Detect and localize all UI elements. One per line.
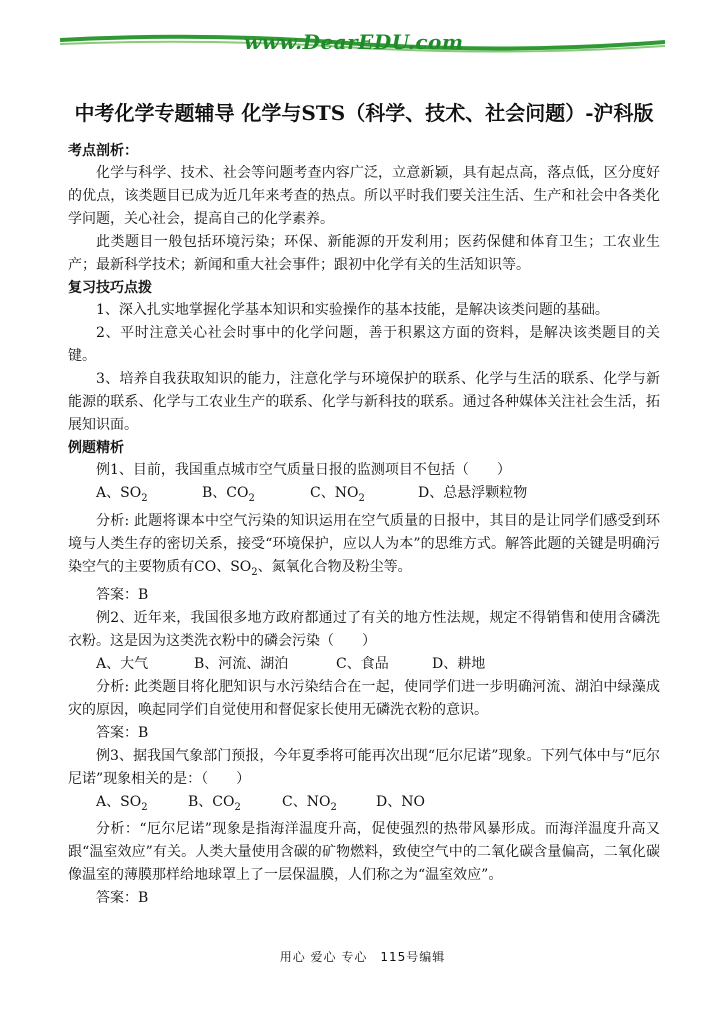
paragraph: 1、深入扎实地掌握化学基本知识和实验操作的基本技能，是解决该类问题的基础。 <box>96 302 609 318</box>
option-b: B、$CO_2$ <box>188 793 241 813</box>
example-1-options <box>68 482 660 510</box>
example-2-options <box>68 653 660 676</box>
section-heading-tips: 复习技巧点拨 <box>68 280 152 296</box>
document-body <box>68 92 660 910</box>
option-c: C、食品 <box>336 655 389 672</box>
page-footer: 用心 爱心 专心 115号编辑 <box>279 950 446 964</box>
example-2-question: 例2、近年来，我国很多地方政府都通过了有关的地方性法规，规定不得销售和使用含磷洗衣粉。这是因为这类洗衣粉中的磷会污染（ ） <box>68 609 660 649</box>
example-2-analysis: 分析: 此类题目将化肥知识与水污染结合在一起，使同学们进一步明确河流、湖泊中绿藻成灾的原因，唤起同学们自觉使用和督促家长使用无磷洗衣粉的意识。 <box>68 678 660 718</box>
document-title: 中考化学专题辅导 化学与STS（科学、技术、社会问题）-沪科版 <box>74 101 654 125</box>
option-d: D、耕地 <box>432 655 486 672</box>
example-1-analysis: 分析: 此题将课本中空气污染的知识运用在空气质量的日报中，其目的是让同学们感受到环境与人类生存的密切关系，接受“环境保护，应以人为本”的思维方式。解答此题的关键是明确污染空气的主要物质有CO、$SO_2$、氮氧化合物及粉尘等。 <box>68 512 660 578</box>
page-header <box>0 22 725 62</box>
option-b: B、河流、湖泊 <box>194 655 289 672</box>
paragraph: 3、培养自我获取知识的能力，注意化学与环境保护的联系、化学与生活的联系、化学与新能源的联系、化学与工农业生产的联系、化学与新科技的联系。通过各种媒体关注社会生活，拓展知识面。 <box>68 371 660 433</box>
option-c: C、$NO_2$ <box>310 485 365 504</box>
section-heading-analysis: 考点剖析： <box>68 143 138 159</box>
section-heading-examples: 例题精析 <box>68 440 124 456</box>
option-d: D、总悬浮颗粒物 <box>418 485 528 501</box>
option-a: A、$SO_2$ <box>96 485 148 504</box>
option-a: A、大气 <box>96 655 149 672</box>
paragraph: 化学与科学、技术、社会等问题考查内容广泛，立意新颖，具有起点高，落点低，区分度好的优点，该类题目已成为近几年来考查的热点。所以平时我们要关注生活、生产和社会中各类化学问题，关心社会，提高自己的化学素养。 <box>68 165 660 227</box>
example-1-answer: 答案：B <box>96 586 149 603</box>
example-1-question: 例1、目前，我国重点城市空气质量日报的监测项目不包括（ ） <box>96 462 511 478</box>
example-3-answer: 答案：B <box>96 890 149 907</box>
example-3-question: 例3、据我国气象部门预报，今年夏季将可能再次出现“厄尔尼诺”现象。下列气体中与“厄尔尼诺”现象相关的是：（ ） <box>68 747 660 787</box>
option-c: C、$NO_2$ <box>282 793 337 813</box>
site-logo-text: www.DearEDU.com <box>244 30 464 54</box>
option-b: B、$CO_2$ <box>202 485 255 504</box>
example-3-analysis: 分析：“厄尔尼诺”现象是指海洋温度升高，促使强烈的热带风暴形成。而海洋温度升高又跟“温室效应”有关。人类大量使用含碳的矿物燃料，致使空气中的二氧化碳含量偏高，二氧化碳像温室的薄膜那样给地球罩上了一层保温膜，人们称之为“温室效应”。 <box>68 821 660 884</box>
option-d: D、NO <box>376 793 425 810</box>
paragraph: 此类题目一般包括环境污染；环保、新能源的开发利用；医药保健和体育卫生；工农业生产；最新科学技术；新闻和重大社会事件；跟初中化学有关的生活知识等。 <box>68 234 660 273</box>
example-3-options <box>68 791 660 819</box>
paragraph: 2、平时注意关心社会时事中的化学问题，善于积累这方面的资料，是解决该类题目的关键。 <box>68 325 660 364</box>
option-a: A、$SO_2$ <box>96 793 148 813</box>
example-2-answer: 答案：B <box>96 724 149 741</box>
